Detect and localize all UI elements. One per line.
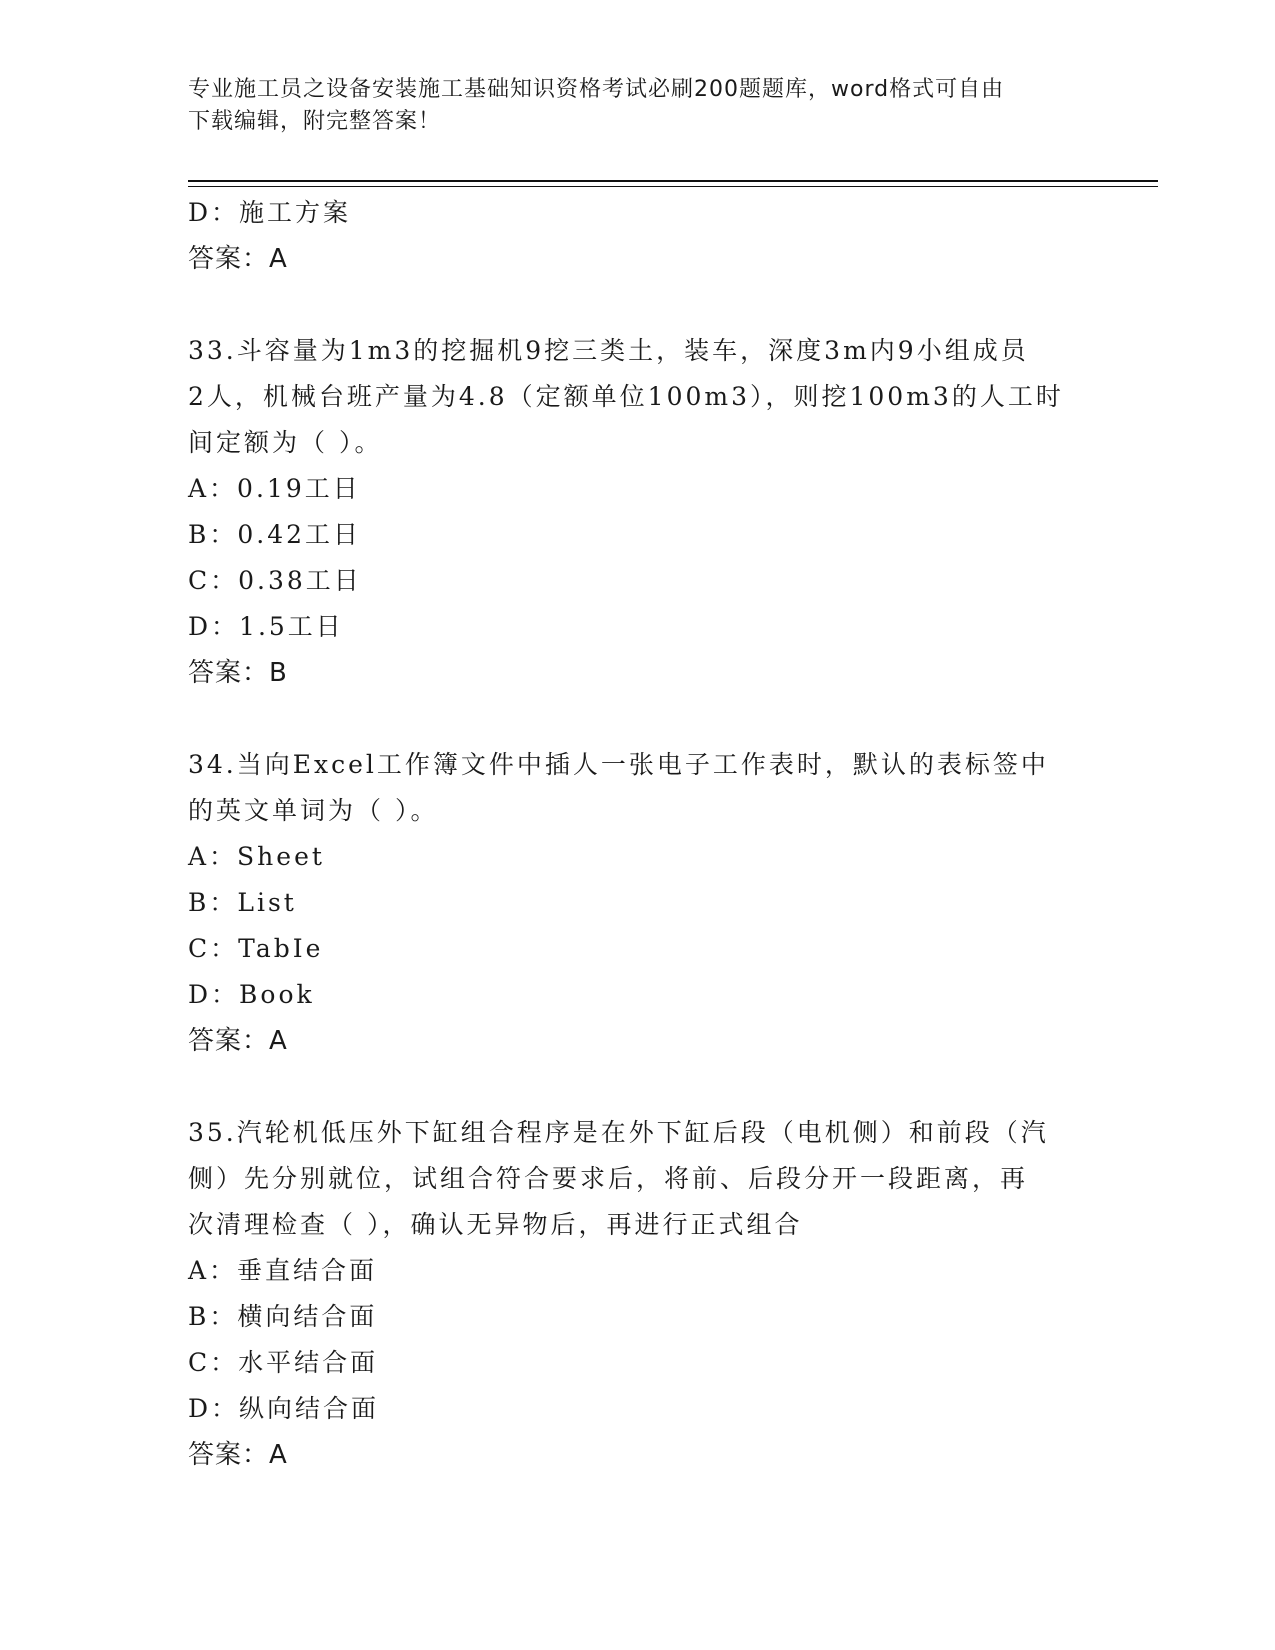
option-b: B：横向结合面 [188, 1302, 378, 1331]
question-34 [188, 742, 1088, 1064]
header-rule-thin [188, 186, 1158, 187]
header-line-1: 专业施工员之设备安装施工基础知识资格考试必刷200题题库，word格式可自由 [188, 77, 1005, 102]
option-b: B：0.42工日 [188, 520, 362, 549]
spacer [188, 1064, 1088, 1110]
question-stem-line: 次清理检查（ ），确认无异物后，再进行正式组合 [188, 1210, 803, 1239]
answer: 答案：A [188, 244, 288, 274]
header-rule-thick [188, 180, 1158, 182]
question-stem-line: 35.汽轮机低压外下缸组合程序是在外下缸后段（电机侧）和前段（汽 [188, 1118, 1049, 1147]
question-stem-line: 34.当向Excel工作簿文件中插人一张电子工作表时，默认的表标签中 [188, 750, 1049, 779]
option-a: A：垂直结合面 [188, 1256, 378, 1285]
question-stem-line: 的英文单词为（ ）。 [188, 796, 439, 825]
answer: 答案：A [188, 1440, 288, 1470]
spacer [188, 696, 1088, 742]
question-33 [188, 328, 1088, 696]
answer: 答案：A [188, 1026, 288, 1056]
spacer [188, 282, 1088, 328]
document-header [188, 74, 1088, 138]
option-a: A：0.19工日 [188, 474, 361, 503]
option-d: D：Book [188, 980, 315, 1009]
question-stem-line: 侧）先分别就位，试组合符合要求后，将前、后段分开一段距离，再 [188, 1164, 1029, 1193]
option-d: D：1.5工日 [188, 612, 344, 641]
question-stem-line: 间定额为（ ）。 [188, 428, 383, 457]
option-a: A：Sheet [188, 842, 325, 871]
option-d: D：施工方案 [188, 198, 352, 227]
option-c: C：水平结合面 [188, 1348, 379, 1377]
option-c: C：0.38工日 [188, 566, 362, 595]
question-content [188, 190, 1088, 1478]
question-stem-line: 33.斗容量为1m3的挖掘机9挖三类土，装车，深度3m内9小组成员 [188, 336, 1029, 365]
question-stem-line: 2人，机械台班产量为4.8（定额单位100m3），则挖100m3的人工时 [188, 382, 1064, 411]
option-c: C：TabIe [188, 934, 324, 963]
option-b: B：List [188, 888, 297, 917]
option-d: D：纵向结合面 [188, 1394, 380, 1423]
answer: 答案：B [188, 658, 288, 688]
header-line-2: 下载编辑，附完整答案！ [188, 109, 442, 134]
question-35 [188, 1110, 1088, 1478]
